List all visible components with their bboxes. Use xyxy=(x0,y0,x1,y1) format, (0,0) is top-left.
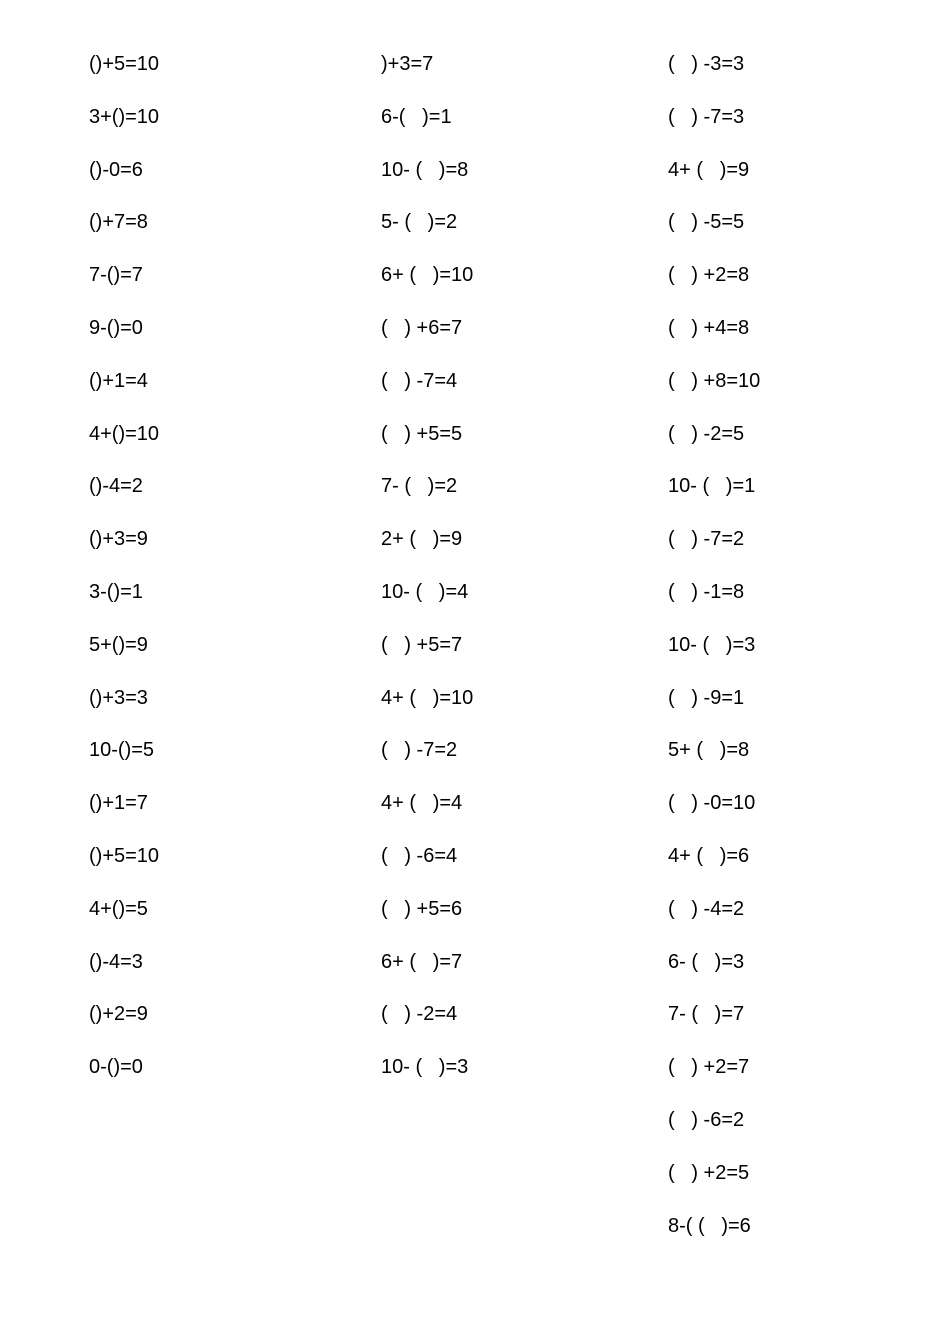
problem-text: 7- ( )=7 xyxy=(668,1003,745,1026)
problem-text: ()-4=2 xyxy=(89,475,143,498)
problem-text: 2+ ( )=9 xyxy=(381,528,463,551)
problem-text: 6-( )=1 xyxy=(381,105,452,128)
problem-text: 6- ( )=3 xyxy=(668,950,745,973)
problem-text: ( ) +2=8 xyxy=(668,264,750,287)
problem-text: ( ) -6=4 xyxy=(381,845,458,867)
problem-text: ()+1=4 xyxy=(89,369,148,392)
problem-text: ( ) -6=2 xyxy=(668,1109,745,1131)
problem-text: ( ) +5=7 xyxy=(381,633,463,656)
problem-text: 10- ( )=3 xyxy=(668,633,756,656)
problem-text: )+3=7 xyxy=(381,53,434,75)
problem-text: 6+ ( )=7 xyxy=(381,950,463,973)
problem-text: ( ) -2=5 xyxy=(668,422,745,445)
problem-text: 4+()=10 xyxy=(89,422,160,445)
problem-text: ( ) -2=4 xyxy=(381,1003,458,1026)
problem-text: 10- ( )=1 xyxy=(668,475,756,498)
problem-text: ()-4=3 xyxy=(89,950,143,973)
problem-text: ()+5=10 xyxy=(89,845,160,867)
problem-text: ( ) +2=5 xyxy=(668,1161,750,1184)
problem-text: ()+3=3 xyxy=(89,686,148,709)
problem-text: 5- ( )=2 xyxy=(381,211,458,234)
problem-text: 3+()=10 xyxy=(89,105,160,128)
problem-text: 8-( ( )=6 xyxy=(668,1214,751,1237)
problem-text: ( ) -9=1 xyxy=(668,686,745,709)
problem-text: 4+ ( )=4 xyxy=(381,792,463,815)
problem-text: ( ) +5=6 xyxy=(381,897,463,920)
problem-text: 5+ ( )=8 xyxy=(668,739,750,762)
problem-text: ()+3=9 xyxy=(89,528,148,551)
problem-text: 4+()=5 xyxy=(89,897,148,920)
problem-text: 7- ( )=2 xyxy=(381,475,458,498)
problem-text: ( ) -1=8 xyxy=(668,581,745,603)
problem-text: 4+ ( )=10 xyxy=(381,686,474,709)
problem-text: ( ) -5=5 xyxy=(668,211,745,234)
problem-text: ( ) -7=2 xyxy=(668,528,745,551)
problem-text: ()+1=7 xyxy=(89,792,148,815)
problem-text: ( ) +5=5 xyxy=(381,422,463,445)
problem-text: ( ) +6=7 xyxy=(381,317,463,339)
problem-text: ( ) -7=3 xyxy=(668,105,745,128)
problem-text: 9-()=0 xyxy=(89,317,143,339)
problem-text: 4+ ( )=6 xyxy=(668,845,750,867)
problem-text: 0-()=0 xyxy=(89,1056,143,1079)
problem-text: ()+2=9 xyxy=(89,1003,148,1026)
problem-text: 10- ( )=4 xyxy=(381,581,469,603)
problem-text: ( ) -0=10 xyxy=(668,792,756,815)
problem-text: ( ) +2=7 xyxy=(668,1056,750,1079)
problem-text: 10- ( )=8 xyxy=(381,158,469,181)
problem-text: ( ) -3=3 xyxy=(668,53,745,75)
problem-text: 4+ ( )=9 xyxy=(668,158,750,181)
problem-text: ()+7=8 xyxy=(89,211,148,234)
problem-text: ( ) -7=2 xyxy=(381,739,458,762)
problem-text: ( ) +4=8 xyxy=(668,317,750,339)
problem-text: 10-()=5 xyxy=(89,739,155,762)
problem-text: 5+()=9 xyxy=(89,633,148,656)
problem-text: 7-()=7 xyxy=(89,264,143,287)
problem-text: ( ) -7=4 xyxy=(381,369,458,392)
problem-text: 10- ( )=3 xyxy=(381,1056,469,1079)
problem-text: 3-()=1 xyxy=(89,581,143,603)
problem-text: ( ) +8=10 xyxy=(668,369,761,392)
problem-text: ( ) -4=2 xyxy=(668,897,745,920)
problem-text: ()-0=6 xyxy=(89,158,143,181)
problem-text: 6+ ( )=10 xyxy=(381,264,474,287)
problem-text: ()+5=10 xyxy=(89,53,160,75)
